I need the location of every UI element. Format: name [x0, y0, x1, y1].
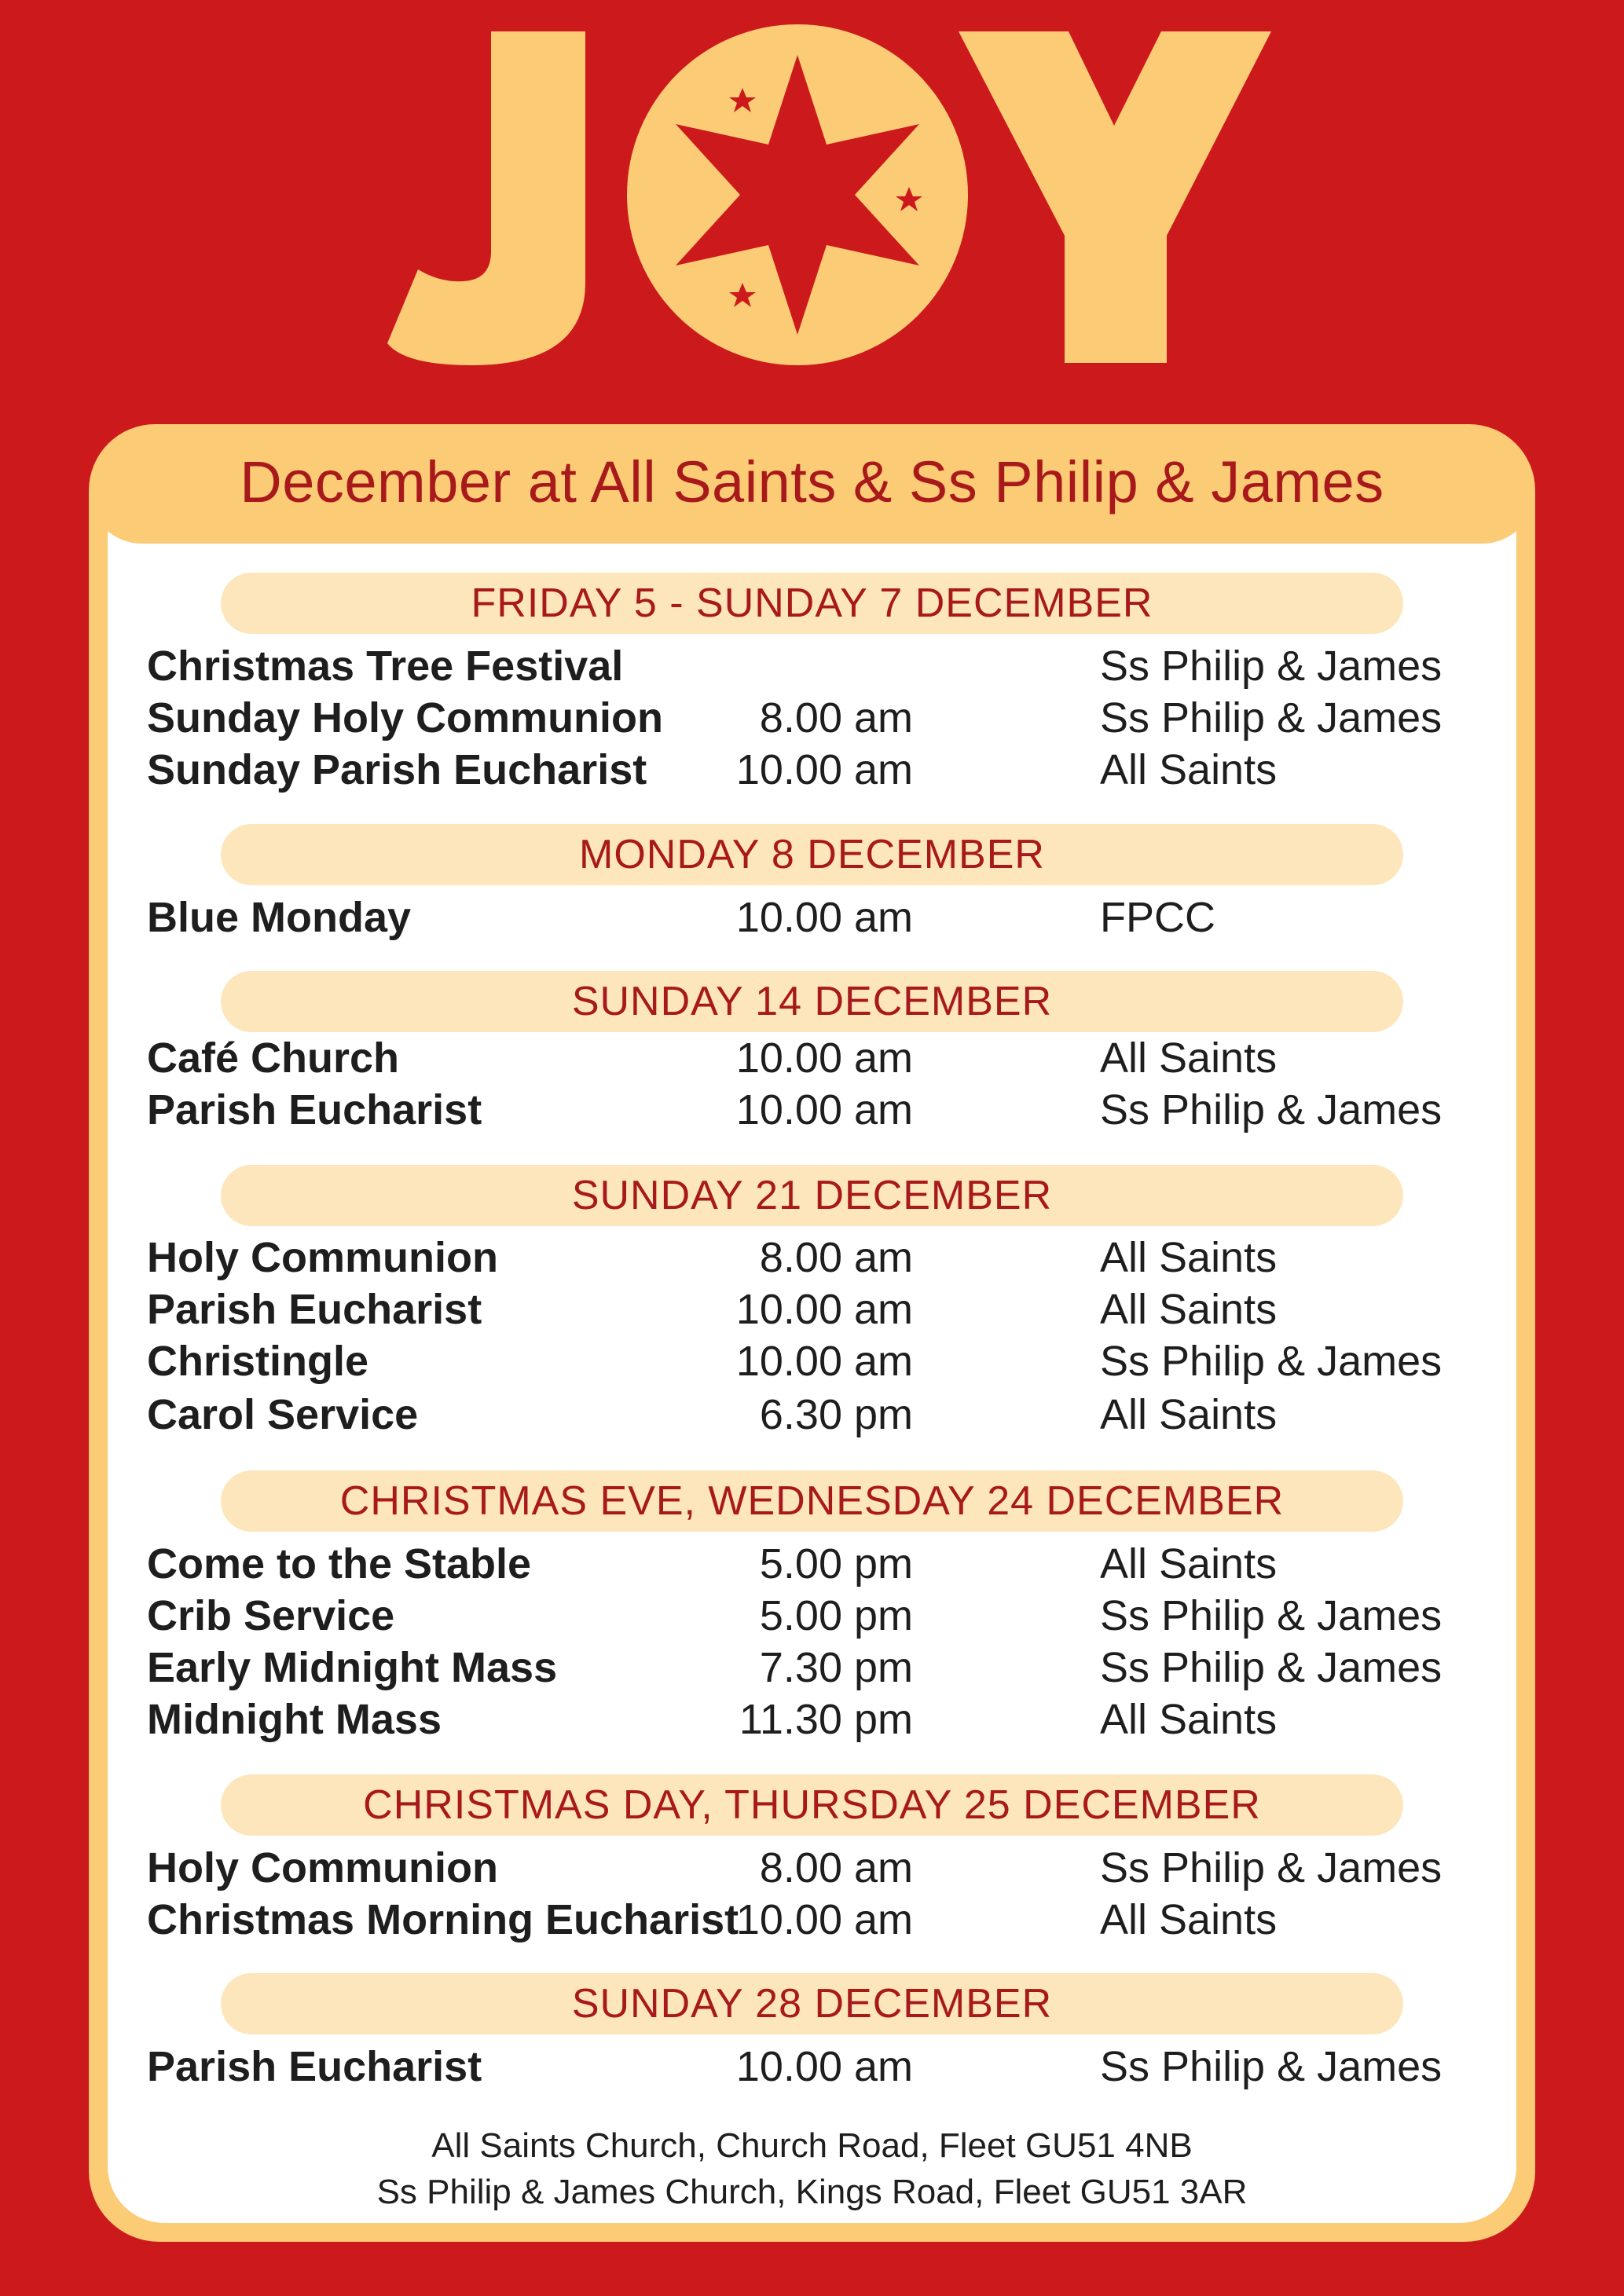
- event-time: 10.00 am: [735, 1896, 913, 1943]
- event-time: 7.30 pm: [759, 1644, 913, 1691]
- joy-logo: [0, 0, 1624, 377]
- event-name: Sunday Holy Communion: [147, 694, 664, 742]
- event-time: 6.30 pm: [759, 1391, 913, 1438]
- event-venue: All Saints: [1100, 1286, 1278, 1333]
- event-name: Midnight Mass: [147, 1696, 442, 1743]
- section-heading: SUNDAY 28 DECEMBER: [221, 1973, 1403, 2034]
- event-venue: All Saints: [1100, 1896, 1278, 1943]
- event-name: Carol Service: [147, 1391, 419, 1438]
- event-name: Blue Monday: [147, 894, 412, 941]
- event-row: [0, 745, 1624, 797]
- event-name: Christmas Tree Festival: [147, 643, 624, 690]
- event-venue: FPCC: [1100, 894, 1215, 941]
- event-venue: Ss Philip & James: [1100, 643, 1443, 690]
- joy-letter-j: [387, 31, 585, 365]
- event-name: Holy Communion: [147, 1234, 498, 1281]
- event-venue: Ss Philip & James: [1100, 694, 1443, 742]
- event-venue: Ss Philip & James: [1100, 1086, 1443, 1133]
- event-venue: All Saints: [1100, 1696, 1278, 1743]
- event-time: 10.00 am: [735, 1086, 913, 1133]
- event-row: [0, 1337, 1624, 1389]
- section-heading: SUNDAY 21 DECEMBER: [221, 1165, 1403, 1226]
- event-venue: All Saints: [1100, 746, 1278, 793]
- page-title: December at All Saints & Ss Philip & James: [240, 449, 1384, 514]
- event-name: Parish Eucharist: [147, 1286, 482, 1333]
- section-heading: SUNDAY 14 DECEMBER: [221, 971, 1403, 1032]
- event-time: 10.00 am: [735, 1034, 913, 1082]
- event-row: [0, 1285, 1624, 1337]
- joy-letter-y: [959, 31, 1271, 363]
- section-heading: FRIDAY 5 - SUNDAY 7 DECEMBER: [221, 573, 1403, 634]
- event-name: Early Midnight Mass: [147, 1644, 558, 1691]
- event-venue: All Saints: [1100, 1391, 1278, 1438]
- event-venue: Ss Philip & James: [1100, 2043, 1443, 2090]
- event-time: 5.00 pm: [759, 1592, 913, 1639]
- event-row: [0, 1695, 1624, 1747]
- event-name: Come to the Stable: [147, 1540, 532, 1587]
- event-time: 10.00 am: [735, 746, 913, 793]
- event-venue: All Saints: [1100, 1234, 1278, 1281]
- event-time: 11.30 pm: [739, 1696, 913, 1743]
- section-heading: CHRISTMAS DAY, THURSDAY 25 DECEMBER: [221, 1774, 1403, 1836]
- event-row: [0, 1540, 1624, 1591]
- event-row: [0, 642, 1624, 694]
- event-venue: Ss Philip & James: [1100, 1338, 1443, 1385]
- event-venue: Ss Philip & James: [1100, 1592, 1443, 1639]
- event-time: 10.00 am: [735, 1338, 913, 1385]
- event-name: Christmas Morning Eucharist: [147, 1896, 739, 1943]
- event-venue: All Saints: [1100, 1034, 1278, 1082]
- event-name: Parish Eucharist: [147, 2043, 482, 2090]
- address-all-saints: All Saints Church, Church Road, Fleet GU51 4NB: [431, 2126, 1193, 2165]
- address-ss-philip-james: Ss Philip & James Church, Kings Road, Fleet GU51 3AR: [376, 2173, 1248, 2211]
- event-time: 10.00 am: [735, 894, 913, 941]
- event-time: 8.00 am: [759, 1234, 913, 1281]
- event-row: [0, 1895, 1624, 1947]
- event-row: [0, 893, 1624, 945]
- event-name: Café Church: [147, 1034, 400, 1082]
- event-row: [0, 694, 1624, 745]
- event-time: 5.00 pm: [759, 1540, 913, 1587]
- event-time: 10.00 am: [735, 1286, 913, 1333]
- event-row: [0, 1086, 1624, 1137]
- event-name: Crib Service: [147, 1592, 395, 1639]
- event-row: [0, 1591, 1624, 1643]
- event-time: 10.00 am: [735, 2043, 913, 2090]
- event-venue: All Saints: [1100, 1540, 1278, 1587]
- event-row: [0, 1844, 1624, 1895]
- section-heading: CHRISTMAS EVE, WEDNESDAY 24 DECEMBER: [221, 1470, 1403, 1532]
- event-time: 8.00 am: [759, 694, 913, 742]
- section-heading: MONDAY 8 DECEMBER: [221, 824, 1403, 885]
- event-name: Christingle: [147, 1338, 369, 1385]
- event-row: [0, 1034, 1624, 1086]
- event-name: Parish Eucharist: [147, 1086, 482, 1133]
- event-name: Sunday Parish Eucharist: [147, 746, 647, 793]
- event-row: [0, 1233, 1624, 1285]
- event-row: [0, 1643, 1624, 1695]
- event-time: 8.00 am: [759, 1844, 913, 1891]
- event-row: [0, 2042, 1624, 2094]
- event-row: [0, 1390, 1624, 1442]
- event-venue: Ss Philip & James: [1100, 1844, 1443, 1891]
- event-venue: Ss Philip & James: [1100, 1644, 1443, 1691]
- panel-header: [89, 424, 1535, 544]
- event-name: Holy Communion: [147, 1844, 498, 1891]
